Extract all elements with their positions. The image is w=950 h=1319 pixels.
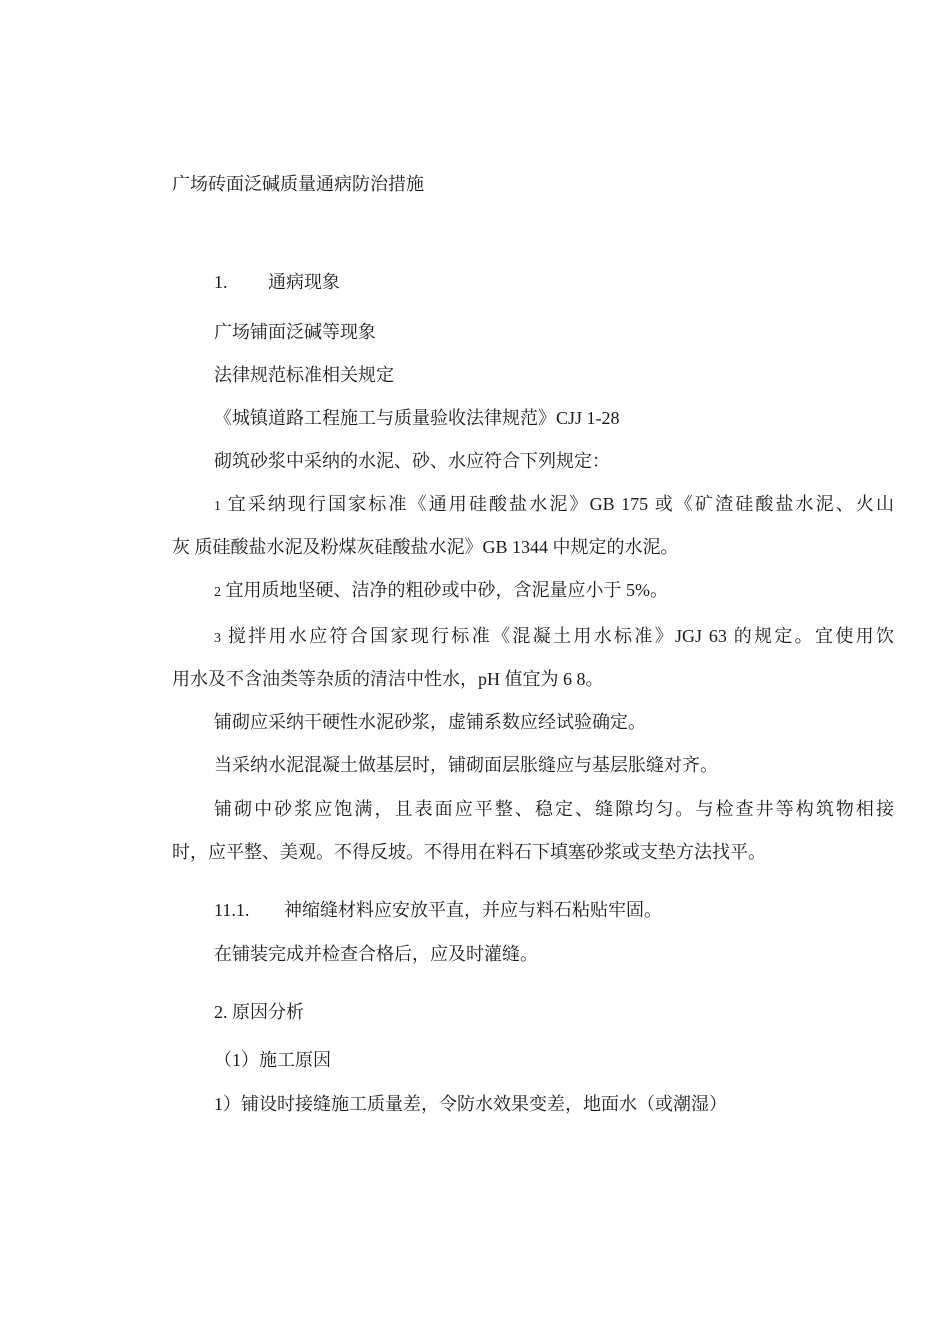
section-number: 11.1. (214, 900, 250, 920)
paragraph-expansion-joint: 当采纳水泥混凝土做基层时，铺砌面层胀缝应与基层胀缝对齐。 (214, 755, 718, 775)
paragraph-grout: 在铺装完成并检查合格后，应及时灌缝。 (214, 944, 538, 964)
list-number: 2 (214, 585, 221, 600)
paragraph-cause-1: 1）铺设时接缝施工质量差，令防水效果变差，地面水（或潮湿） (214, 1094, 727, 1114)
list-number: 1 (214, 499, 221, 514)
paragraph-code: 《城镇道路工程施工与质量验收法律规范》CJJ 1-28 (214, 408, 620, 428)
subheading-construction: （1）施工原因 (214, 1050, 331, 1070)
paragraph-full-mortar-line2: 时，应平整、美观。不得反坡。不得用在料石下填塞砂浆或支垫方法找平。 (172, 842, 766, 862)
paragraph-phenomenon: 广场铺面泛碱等现象 (214, 322, 376, 342)
list-number: 3 (214, 631, 221, 646)
section-label: 通病现象 (268, 272, 340, 292)
list-item-3-line1: 3 搅拌用水应符合国家现行标准《混凝土用水标准》JGJ 63 的规定。宜使用饮 (214, 626, 894, 646)
paragraph-laws: 法律规范标准相关规定 (214, 365, 394, 385)
paragraph-mortar: 砌筑砂浆中采纳的水泥、砂、水应符合下列规定： (214, 451, 610, 471)
section-label: 神缩缝材料应安放平直，并应与料石粘贴牢固。 (284, 900, 662, 920)
list-item-1-line1: 1 宜采纳现行国家标准《通用硅酸盐水泥》GB 175 或《矿渣硅酸盐水泥、火山 (214, 494, 894, 514)
section-heading-1 (214, 270, 340, 294)
list-item-3-line2: 用水及不含油类等杂质的清洁中性水，pH 值宜为 6 8。 (172, 669, 604, 689)
list-item-1-line2: 灰 质硅酸盐水泥及粉煤灰硅酸盐水泥》GB 1344 中规定的水泥。 (172, 537, 679, 557)
section-heading-11-1 (214, 898, 662, 922)
paragraph-full-mortar-line1: 铺砌中砂浆应饱满，且表面应平整、稳定、缝隙均匀。与检查井等构筑物相接 (214, 799, 894, 819)
section-number: 1. (214, 272, 228, 292)
section-heading-2: 2. 原因分析 (214, 1002, 304, 1022)
paragraph-dry-mortar: 铺砌应采纳干硬性水泥砂浆，虚铺系数应经试验确定。 (214, 712, 646, 732)
document-title: 广场砖面泛碱质量通病防治措施 (172, 174, 424, 194)
list-item-2: 2 宜用质地坚硬、洁净的粗砂或中砂，含泥量应小于 5%。 (214, 580, 668, 600)
